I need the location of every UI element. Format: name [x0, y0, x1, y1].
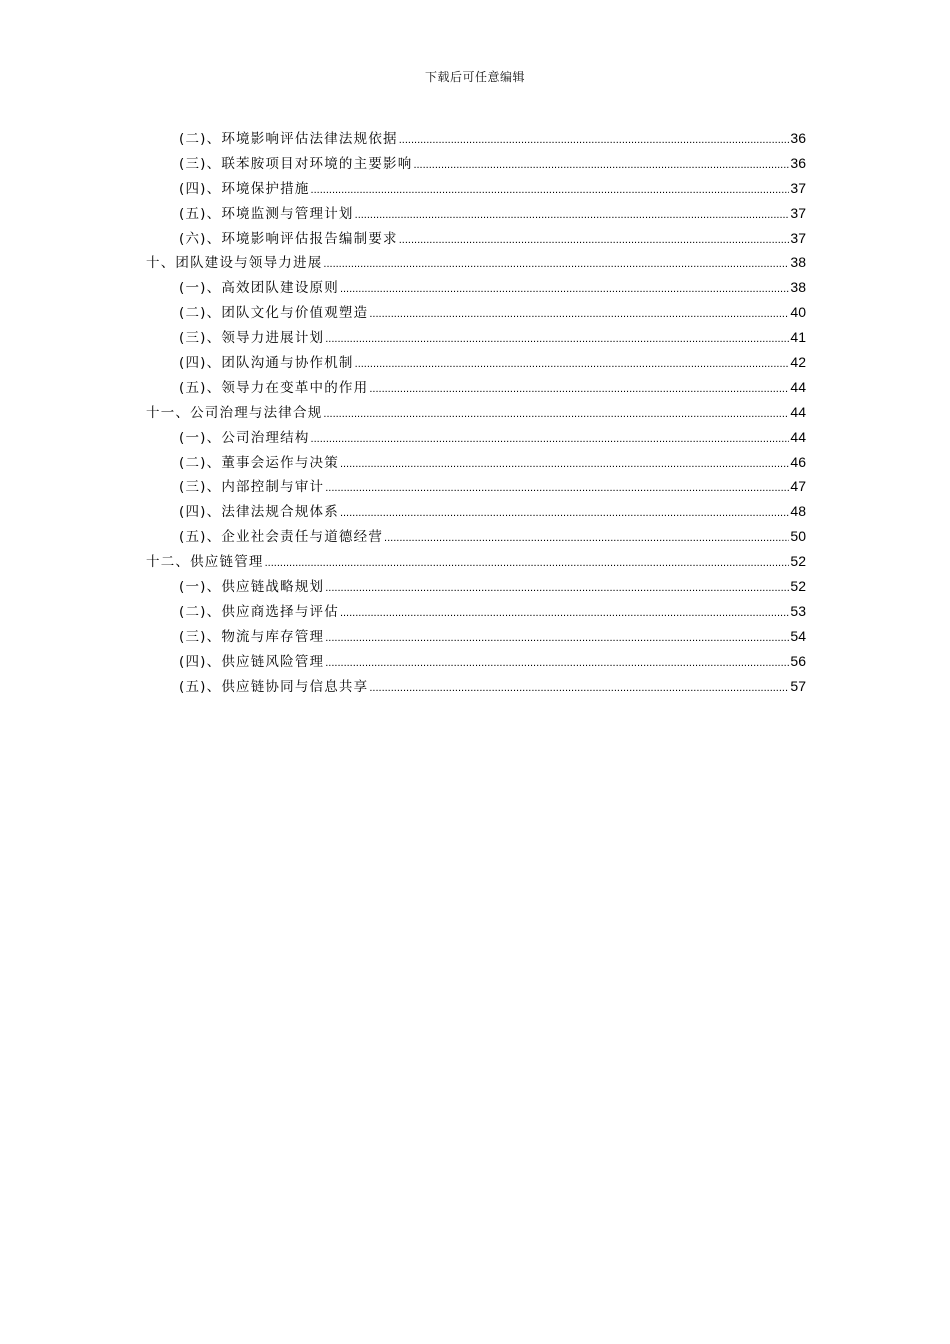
toc-section-entry[interactable] [146, 300, 806, 325]
toc-entry-title: (三)、内部控制与审计 [179, 479, 325, 496]
toc-entry-title: (五)、供应链协同与信息共享 [179, 678, 369, 695]
toc-dot-leader [340, 452, 789, 475]
toc-dot-leader [340, 501, 789, 524]
toc-section-entry[interactable] [146, 275, 806, 300]
toc-section-entry[interactable] [146, 350, 806, 375]
toc-section-entry[interactable] [146, 674, 806, 699]
toc-dot-leader [399, 228, 790, 251]
toc-entry-title: (四)、团队沟通与协作机制 [179, 355, 354, 372]
toc-entry-page-number: 44 [790, 378, 806, 395]
toc-entry-page-number: 41 [790, 329, 806, 346]
toc-entry-page-number: 52 [790, 578, 806, 595]
toc-entry-page-number: 47 [790, 478, 806, 495]
toc-dot-leader [384, 526, 789, 549]
toc-entry-page-number: 37 [790, 204, 806, 221]
toc-entry-page-number: 54 [790, 627, 806, 644]
toc-entry-title: (四)、供应链风险管理 [179, 653, 325, 670]
toc-entry-page-number: 37 [790, 179, 806, 196]
toc-entry-title: (五)、领导力在变革中的作用 [179, 379, 369, 396]
toc-dot-leader [340, 277, 789, 300]
toc-section-entry[interactable] [146, 450, 806, 475]
toc-entry-page-number: 42 [790, 354, 806, 371]
toc-entry-page-number: 40 [790, 304, 806, 321]
toc-dot-leader [369, 377, 789, 400]
toc-entry-title: (二)、董事会运作与决策 [179, 454, 339, 471]
toc-entry-title: (四)、环境保护措施 [179, 180, 310, 197]
toc-dot-leader [265, 551, 790, 574]
table-of-contents [146, 126, 806, 698]
toc-entry-page-number: 52 [790, 553, 806, 570]
toc-dot-leader [325, 327, 789, 350]
toc-entry-page-number: 36 [790, 130, 806, 146]
toc-entry-page-number: 56 [790, 652, 806, 669]
toc-section-entry[interactable] [146, 226, 806, 251]
toc-section-entry[interactable] [146, 574, 806, 599]
toc-section-entry[interactable] [146, 499, 806, 524]
toc-section-entry[interactable] [146, 151, 806, 176]
toc-entry-page-number: 48 [790, 503, 806, 520]
toc-entry-title: (六)、环境影响评估报告编制要求 [179, 230, 398, 247]
toc-dot-leader [369, 302, 789, 325]
toc-entry-title: (二)、团队文化与价值观塑造 [179, 305, 369, 322]
toc-entry-title: (五)、环境监测与管理计划 [179, 205, 354, 222]
toc-section-entry[interactable] [146, 325, 806, 350]
toc-entry-title: (二)、环境影响评估法律法规依据 [179, 131, 398, 147]
toc-entry-page-number: 38 [790, 254, 806, 271]
toc-chapter-entry[interactable] [146, 250, 806, 275]
toc-entry-page-number: 53 [790, 602, 806, 619]
toc-dot-leader [325, 626, 789, 649]
toc-entry-title: 十一、公司治理与法律合规 [146, 404, 323, 421]
toc-entry-title: (三)、联苯胺项目对环境的主要影响 [179, 155, 413, 172]
toc-section-entry[interactable] [146, 474, 806, 499]
toc-entry-title: 十、团队建设与领导力进展 [146, 255, 323, 272]
toc-dot-leader [325, 576, 789, 599]
toc-entry-page-number: 57 [790, 677, 806, 694]
toc-dot-leader [325, 651, 789, 674]
toc-dot-leader [340, 601, 789, 624]
page-header: 下载后可任意编辑 [424, 70, 525, 84]
toc-chapter-entry[interactable] [146, 400, 806, 425]
toc-dot-leader [369, 676, 789, 699]
toc-entry-page-number: 36 [790, 154, 806, 171]
toc-dot-leader [399, 128, 790, 151]
toc-dot-leader [323, 252, 789, 275]
toc-section-entry[interactable] [146, 375, 806, 400]
toc-entry-title: (一)、公司治理结构 [179, 429, 310, 446]
toc-chapter-entry[interactable] [146, 549, 806, 574]
toc-section-entry[interactable] [146, 425, 806, 450]
toc-dot-leader [311, 178, 790, 201]
toc-entry-title: (四)、法律法规合规体系 [179, 504, 339, 521]
toc-entry-title: (五)、企业社会责任与道德经营 [179, 529, 384, 546]
toc-entry-page-number: 44 [790, 428, 806, 445]
toc-section-entry[interactable] [146, 524, 806, 549]
toc-dot-leader [413, 153, 789, 176]
toc-entry-title: (一)、高效团队建设原则 [179, 280, 339, 297]
toc-section-entry[interactable] [146, 126, 806, 151]
toc-dot-leader [311, 427, 790, 450]
toc-entry-title: (一)、供应链战略规划 [179, 579, 325, 596]
toc-dot-leader [325, 476, 789, 499]
toc-entry-title: (二)、供应商选择与评估 [179, 603, 339, 620]
toc-section-entry[interactable] [146, 599, 806, 624]
toc-entry-page-number: 44 [790, 403, 806, 420]
toc-dot-leader [355, 352, 790, 375]
toc-entry-page-number: 37 [790, 229, 806, 246]
toc-dot-leader [355, 203, 790, 226]
toc-section-entry[interactable] [146, 176, 806, 201]
toc-entry-page-number: 38 [790, 279, 806, 296]
toc-section-entry[interactable] [146, 201, 806, 226]
toc-section-entry[interactable] [146, 649, 806, 674]
toc-entry-title: (三)、物流与库存管理 [179, 628, 325, 645]
toc-dot-leader [323, 402, 789, 425]
toc-entry-title: 十二、供应链管理 [146, 554, 264, 571]
toc-entry-title: (三)、领导力进展计划 [179, 330, 325, 347]
toc-entry-page-number: 50 [790, 528, 806, 545]
toc-entry-page-number: 46 [790, 453, 806, 470]
toc-section-entry[interactable] [146, 624, 806, 649]
